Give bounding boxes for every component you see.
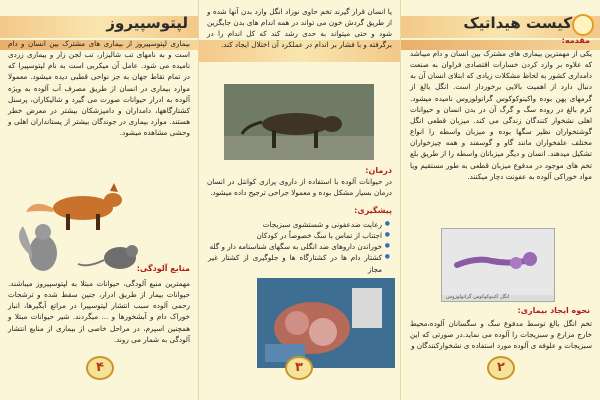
animals-illustration <box>8 178 158 278</box>
leptospirosis-title: لپتوسپیروز <box>106 14 188 32</box>
middle-column <box>199 0 401 400</box>
sources-heading: منابع آلودگی: <box>136 264 190 273</box>
page-number-4: ۴ <box>86 356 114 380</box>
parasite-caption: انگل اکینوکوکوس گرانولوزوس <box>446 294 510 300</box>
prevention-list <box>208 219 390 275</box>
hydatid-cyst-column <box>401 0 600 400</box>
transmission-heading: نحوه ایجاد بیماری: <box>517 306 590 315</box>
prevention-item-4: ● کشتار دام ها در کشتارگاه ها و جلوگیری از کشتار غیر مجاز <box>208 252 390 274</box>
treatment-text: در حیوانات آلوده با استفاده از داروی پرازی کوانتل در انسان درمان بسیار مشکل بوده و معمولا جراحی ترجیح داده میشود. <box>207 177 392 198</box>
page-number-2: ۲ <box>487 356 515 380</box>
surgery-photo <box>257 278 395 368</box>
title-logo-icon <box>572 14 594 36</box>
leptospirosis-column <box>0 0 199 400</box>
treatment-heading: درمان: <box>365 166 392 175</box>
leptospirosis-intro: بیماری لپتوسپیروز از بیماری های مشترک بین انسان و دام است و به نامهای تب شالیزار، تب لجن زار و بیماری زردی نامیده می شود. عامل آن میکربی است به نام لپتوسپیرا که در تمام نقاط جهان به جز نواحی قطبی دیده میشود. معمولا موارد بیماری در انسان از طریق مصرف آب آلوده به ویژه آلوده به ادرار حیوانات صورت می گیرد و شالیکاران، پرسنل کشتارگاهها، دامداران و دامپزشکان بیشتر در معرض خطر هستند. موارد بیماری در جوندگان بیشتر از پستانداران اهلی و وحشی مشاهده میشود. <box>8 39 190 138</box>
prevention-item-1: ● رعایت ضدعفونی و شستشوی سبزیجات <box>208 219 390 230</box>
transmission-text: تخم انگل بالغ توسط مدفوع سگ و سگسانان آلوده،محیط خارج مزارع و سبزیجات را آلوده می نماید.در صورتی که این سبزیجات و علوفه ی آلوده مورد استفاده ی نشخوارکنندگان و <box>410 319 592 351</box>
prevention-item-2: ● اجتناب از تماس با سگ خصوصاً در کودکان <box>208 230 390 241</box>
sources-text: مهمترین منبع آلودگی، حیوانات مبتلا به لپتوسپیروز میباشند. حیوانات بیمار از طریق ادرار، جنین سقط شده و ترشحات رحمی آلوده سبب انتشار لپتوسپیرا در مراتع آبگیرها، انبار خوراک دام و آبشخورها و ... میگردند. شیر حیوانات مبتلا و همچنین اسپرم، در مراحل خاصی از بیماری از منابع انتشار آلودگی به شمار می روند. <box>8 279 190 344</box>
introduction-text: یکی از مهمترین بیماری های مشترک بین انسان و دام میباشد که علاوه بر وارد کردن خسارات اقتصادی فراوان به صنعت دامداری کشور به لحاظ مشکلات زیادی که ابتلای انسان آن به دنبال دارد از اهمیت بالایی برخوردار است. انگل بالغ از گرمهای پهن بوده واکینوکوکوس گرانولوزوس نامیده میشود. کرم بالغ در روده سگ و گرگ آن در بدن انسان و حیوانات اهلی نشخوار کنندگان زندگی می کند. میزبان قطعی انگل گوشتخواران نظیر سگها بوده و میزبان واسطه را انواع مختلف علفخواران مانند گاو و گوسفند و همه چیزخواران تشکیل میدهند. انسان و دیگر میزبانان واسطه را از طریق بلع تخم های موجود در مدفوع میزبان قطعی به طور مستقیم ویا مواد خوراکی آلوده به عفونت دچار میکنند. <box>410 49 592 181</box>
introduction-heading: مقدمه: <box>561 36 590 45</box>
hydatid-title: کیست هیداتیک <box>463 14 572 32</box>
dog-photo <box>224 84 374 160</box>
parasite-photo <box>441 228 555 302</box>
prevention-item-3: ● خوراندن داروهای ضد انگلی به سگهای شناسنامه دار و گله <box>208 241 390 252</box>
middle-intro: یا انسان قرار گیرند تخم حاوی نوزاد انگل وارد بدن آنها شده و از طریق گردش خون می تواند در همه اندام های بدن جایگزین شود و حتی میتواند به حدی رشد کند که کل اندام را در برگرفته و با فشار بر اندام در عملکرد آن اختلال ایجاد کند. <box>207 7 392 50</box>
page-number-3: ۳ <box>285 356 313 380</box>
prevention-heading: پیشگیری: <box>354 206 392 215</box>
